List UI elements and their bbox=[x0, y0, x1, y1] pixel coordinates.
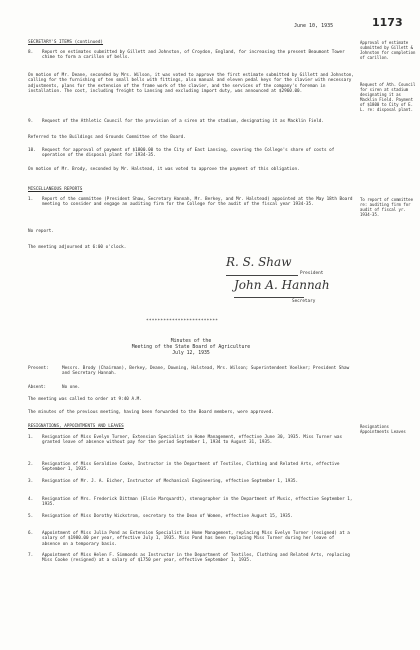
list-item bbox=[28, 148, 354, 159]
item-text: Resignation of Miss Evelyn Turner, Extension Specialist in Home Management, effective June 30, 1935. Miss Turner was granted leave of absence without pay for the period September 1, 1934 to August 31, 1935. bbox=[42, 435, 343, 446]
margin-note: To report of committee re: auditing firm for audit of fiscal yr. 1934-35. bbox=[360, 197, 413, 217]
item-number: 10. bbox=[28, 148, 36, 153]
present-label: Present: bbox=[28, 366, 49, 371]
item-text: Resignation of Mr. J. A. Eicher, Instructor of Mechanical Engineering, effective September 1, 1935. bbox=[42, 479, 299, 484]
signature-line bbox=[234, 297, 304, 298]
minutes-title-line: Minutes of the bbox=[170, 339, 212, 344]
present-names: Messrs. Brody (Chairman), Berkey, Deane, Downing, Halstead, Mrs. Wilson; Superintendent Voelker; President Shaw and Secretary Hannah. bbox=[62, 366, 350, 377]
item-text: Resignation of Mrs. Frederick Dittman (Elsie Marquardt), stenographer in the Department of Music, effective September 1, 1935. bbox=[42, 497, 353, 508]
list-item bbox=[28, 514, 354, 519]
list-item bbox=[28, 531, 354, 547]
list-item bbox=[28, 479, 354, 484]
item-number: 5. bbox=[28, 514, 34, 519]
list-item bbox=[28, 197, 354, 208]
item-number: 7. bbox=[28, 553, 34, 558]
president-signature: R. S. Shaw bbox=[226, 255, 292, 269]
paragraph: On motion of Mr. Deane, seconded by Mrs. Wilson, it was voted to approve the first estimate submitted by Gillett and Johnston, calling for the furnishing of ten small bells with fittings, also manual and eleven pedal keys for the clavier with necessary adjustments, plans for the extension of the frame work of the clavier, and the services of the company's foreman in installation. The cost, including freight to Lansing and excluding import duty, was announced at $2960.00. bbox=[28, 73, 354, 95]
item-number: 1. bbox=[28, 435, 34, 440]
section-heading-resignations: RESIGNATIONS, APPOINTMENTS AND LEAVES bbox=[28, 424, 124, 429]
list-item bbox=[28, 462, 354, 473]
signature-line bbox=[226, 275, 298, 276]
item-text: Report of the committee (President Shaw, Secretary Hannah, Mr. Berkey, and Mr. Halstead) appointed at the May 18th Board meeting to consider and engage an auditing firm for the College for the audit of the fiscal year 1934-35. bbox=[42, 197, 353, 208]
paragraph: The minutes of the previous meeting, having been forwarded to the Board members, were approved. bbox=[28, 410, 274, 415]
item-text: Request of the Athletic Council for the provision of a siren at the stadium, designating it as Macklin Field. bbox=[42, 119, 324, 124]
item-text: Appointment of Miss Julia Pond as Extension Specialist in Home Management, replacing Miss Evelyn Turner (resigned) at a salary of $1980.00 per year, effective July 1, 1935. Miss Pond has been replacing Miss Turner during her leave of absence on a temporary basis. bbox=[42, 531, 350, 547]
item-number: 2. bbox=[28, 462, 34, 467]
item-number: 1. bbox=[28, 197, 34, 202]
page-number: 1173 bbox=[372, 16, 403, 29]
paragraph: Referred to the Buildings and Grounds Committee of the Board. bbox=[28, 135, 186, 140]
paragraph: On motion of Mr. Brody, seconded by Mr. Halstead, it was voted to approve the payment of this obligation. bbox=[28, 167, 300, 172]
item-text: Appointment of Miss Helen F. Simmonds as Instructor in the Department of Textiles, Clothing and Related Arts, replacing Miss Cooke (resigned) at a salary of $1750 per year, effective September 1, 1935. bbox=[42, 553, 350, 564]
minutes-subtitle: Meeting of the State Board of Agriculture bbox=[131, 345, 251, 350]
item-number: 8. bbox=[28, 50, 34, 55]
margin-note: Approval of estimate submitted by Gillett & Johnston for completion of carillon. bbox=[360, 40, 416, 60]
section-heading-misc: MISCELLANEOUS REPORTS bbox=[28, 187, 83, 192]
divider: ************************* bbox=[146, 319, 219, 324]
item-text: Resignation of Miss Dorothy Wickstrom, secretary to the Dean of Women, effective August 15, 1935. bbox=[42, 514, 293, 519]
paragraph: No report. bbox=[28, 229, 54, 234]
list-item bbox=[28, 50, 354, 61]
absent-row bbox=[28, 385, 354, 390]
absent-names: No one. bbox=[62, 385, 81, 390]
secretary-label: Secretary bbox=[292, 299, 316, 304]
list-item bbox=[28, 119, 354, 124]
item-number: 4. bbox=[28, 497, 34, 502]
margin-note: Request of Ath. Council for siren at stadium designating it as Macklin Field. Payment of $1800 to City of E. L. re: disposal plant. bbox=[360, 82, 416, 112]
present-row bbox=[28, 366, 354, 377]
page-date: June 10, 1935 bbox=[294, 23, 334, 29]
adjournment: The meeting adjourned at 6:00 o'clock. bbox=[28, 245, 127, 250]
item-text: Resignation of Miss Geraldine Cooke, Instructor in the Department of Textiles, Clothing and Related Arts, effective September 1, 1935. bbox=[42, 462, 340, 473]
minutes-date: July 12, 1935 bbox=[172, 351, 210, 356]
section-heading-secretary: SECRETARY'S ITEMS (continued) bbox=[28, 40, 104, 45]
margin-note: Resignations Appointments Leaves bbox=[360, 424, 406, 434]
item-number: 3. bbox=[28, 479, 34, 484]
list-item bbox=[28, 497, 354, 508]
list-item bbox=[28, 435, 354, 446]
secretary-signature: John A. Hannah bbox=[234, 278, 330, 292]
item-number: 9. bbox=[28, 119, 34, 124]
item-text: Report on estimates submitted by Gillett and Johnston, of Croydon, England, for increasing the present Beaumont Tower chime to form a carillon of bells. bbox=[42, 50, 345, 61]
item-number: 6. bbox=[28, 531, 34, 536]
president-label: President bbox=[300, 271, 324, 276]
paragraph: The meeting was called to order at 9:40 A.M. bbox=[28, 397, 142, 402]
absent-label: Absent: bbox=[28, 385, 47, 390]
minutes-title bbox=[28, 339, 354, 357]
item-text: Request for approval of payment of $1800.00 to the City of East Lansing, covering the College's share of costs of operation of the disposal plant for 1934-35. bbox=[42, 148, 335, 159]
list-item bbox=[28, 553, 354, 564]
